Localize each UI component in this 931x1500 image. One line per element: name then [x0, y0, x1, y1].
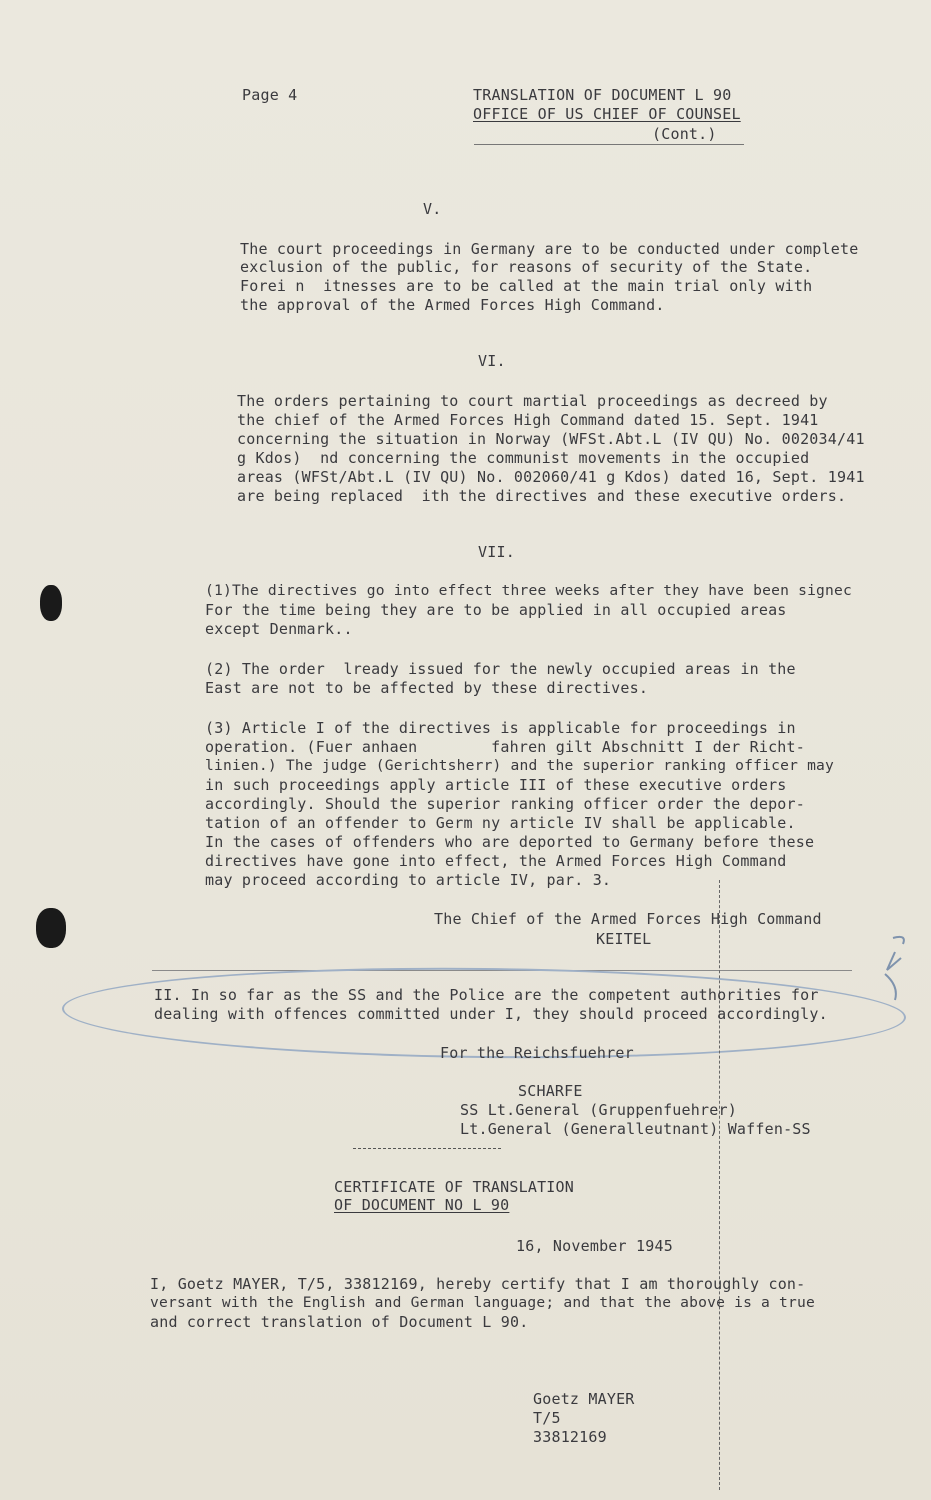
checkmark-icon: [855, 930, 915, 1010]
signature-reichsfuehrer: For the Reichsfuehrer: [440, 1044, 634, 1062]
section-vii-p3-line: may proceed according to article IV, par. 3.: [205, 871, 612, 889]
section-vi-line: the chief of the Armed Forces High Command dated 15. Sept. 1941: [237, 411, 819, 429]
section-v-line: The court proceedings in Germany are to be conducted under complete: [240, 240, 859, 258]
certificate-date: 16, November 1945: [516, 1237, 673, 1255]
translator-name: Goetz MAYER: [533, 1390, 635, 1408]
translator-serial: 33812169: [533, 1428, 607, 1446]
section-v-line: exclusion of the public, for reasons of security of the State.: [240, 258, 813, 276]
header-rule: [474, 144, 744, 145]
section-vi-line: The orders pertaining to court martial proceedings as decreed by: [237, 392, 828, 410]
section-vii-p1-line: (1)The directives go into effect three weeks after they have been signec: [205, 582, 853, 599]
section-vii-p3-line: directives have gone into effect, the Armed Forces High Command: [205, 852, 787, 870]
punch-hole-top: [40, 585, 62, 621]
section-vii-p3-line: accordingly. Should the superior ranking officer order the depor-: [205, 795, 805, 813]
signature-divider: [353, 1148, 501, 1149]
section-vi-line: are being replaced ith the directives and these executive orders.: [237, 487, 847, 505]
continued-label: (Cont.): [652, 125, 717, 143]
certificate-title: CERTIFICATE OF TRANSLATION: [334, 1178, 574, 1196]
section-ii-line: dealing with offences committed under I, they should proceed accordingly.: [154, 1005, 828, 1023]
section-v-line: the approval of the Armed Forces High Command.: [240, 296, 665, 314]
signature-keitel: KEITEL: [596, 930, 652, 948]
translator-rank: T/5: [533, 1409, 561, 1427]
section-vii-p3-line: in such proceedings apply article III of these executive orders: [205, 776, 787, 794]
section-vii-p1-line: For the time being they are to be applied in all occupied areas: [205, 601, 787, 619]
section-vii-p3-line: In the cases of offenders who are deported to Germany before these: [205, 833, 815, 851]
section-vii-heading: VII.: [478, 543, 515, 561]
section-vi-line: g Kdos) nd concerning the communist movements in the occupied: [237, 449, 810, 467]
signature-scharfe: SCHARFE: [518, 1082, 583, 1100]
certificate-subtitle: OF DOCUMENT NO L 90: [334, 1196, 510, 1214]
section-v-heading: V.: [423, 200, 442, 218]
signature-chief-title: The Chief of the Armed Forces High Command: [434, 910, 822, 928]
page-number: Page 4: [242, 86, 298, 104]
section-vii-p3-line: (3) Article I of the directives is applicable for proceedings in: [205, 719, 796, 737]
punch-hole-bottom: [36, 908, 66, 948]
section-vi-heading: VI.: [478, 352, 506, 370]
section-vii-p3-line: tation of an offender to Germ ny article IV shall be applicable.: [205, 814, 796, 832]
section-vi-line: areas (WFSt/Abt.L (IV QU) No. 002060/41 g Kdos) dated 16, Sept. 1941: [237, 468, 865, 486]
signature-rank-waffen-ss: Lt.General (Generalleutnant) Waffen-SS: [460, 1120, 811, 1138]
certificate-line: and correct translation of Document L 90.: [150, 1313, 529, 1331]
section-vii-p2-line: East are not to be affected by these directives.: [205, 679, 649, 697]
office-title: OFFICE OF US CHIEF OF COUNSEL: [473, 105, 741, 123]
document-title: TRANSLATION OF DOCUMENT L 90: [473, 86, 732, 104]
section-ii-line: II. In so far as the SS and the Police are the competent authorities for: [154, 986, 819, 1004]
section-vii-p1-line: except Denmark..: [205, 620, 353, 638]
certificate-line: versant with the English and German language; and that the above is a true: [150, 1294, 815, 1311]
section-v-line: Forei n itnesses are to be called at the main trial only with: [240, 277, 813, 295]
section-vii-p2-line: (2) The order lready issued for the newly occupied areas in the: [205, 660, 796, 678]
certificate-line: I, Goetz MAYER, T/5, 33812169, hereby certify that I am thoroughly con-: [150, 1275, 806, 1293]
margin-line: [719, 880, 720, 1490]
section-vii-p3-line: operation. (Fuer anhaen fahren gilt Abschnitt I der Richt-: [205, 738, 805, 756]
section-vii-p3-line: linien.) The judge (Gerichtsherr) and the superior ranking officer may: [205, 757, 835, 774]
section-vi-line: concerning the situation in Norway (WFSt.Abt.L (IV QU) No. 002034/41: [237, 430, 865, 448]
signature-rank-ss: SS Lt.General (Gruppenfuehrer): [460, 1101, 737, 1119]
